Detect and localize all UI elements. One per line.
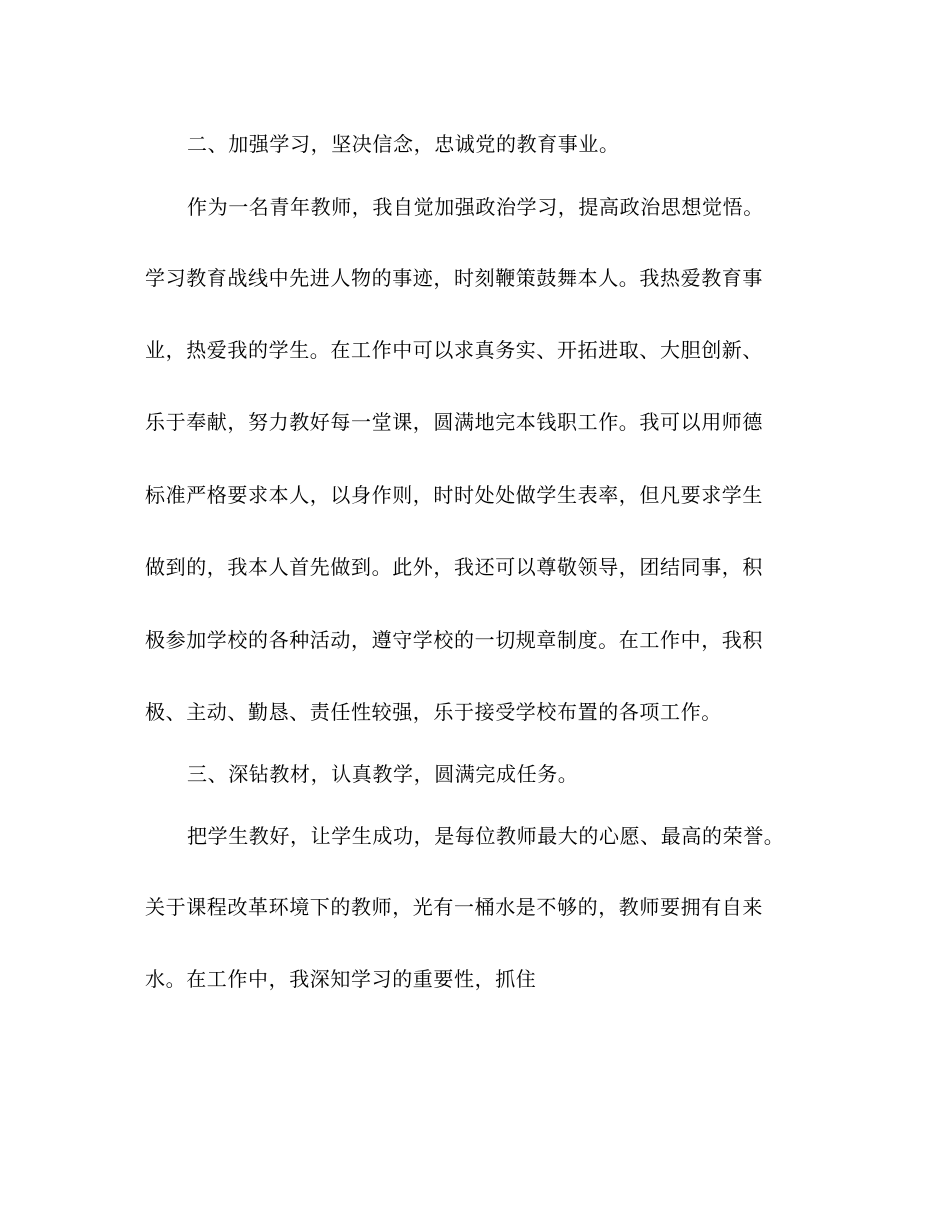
paragraph-line: 作为一名青年教师，我自觉加强政治学习，提高政治思想觉悟。 <box>187 195 764 219</box>
paragraph-line: 业，热爱我的学生。在工作中可以求真务实、开拓进取、大胆创新、 <box>145 338 763 362</box>
paragraph-line: 学习教育战线中先进人物的事迹，时刻鞭策鼓舞本人。我热爱教育事 <box>145 266 763 290</box>
paragraph-line: 水。在工作中，我深知学习的重要性，抓住 <box>145 967 537 991</box>
paragraph-line: 极参加学校的各种活动，遵守学校的一切规章制度。在工作中，我积 <box>145 628 763 652</box>
paragraph-line: 关于课程改革环境下的教师，光有一桶水是不够的，教师要拥有自来 <box>145 895 763 919</box>
paragraph-line: 标准严格要求本人，以身作则，时时处处做学生表率，但凡要求学生 <box>145 483 763 507</box>
paragraph-line: 做到的，我本人首先做到。此外，我还可以尊敬领导，团结同事，积 <box>145 555 763 579</box>
section-heading-3: 三、深钻教材，认真教学，圆满完成任务。 <box>187 762 579 786</box>
paragraph-line: 把学生教好，让学生成功，是每位教师最大的心愿、最高的荣誉。 <box>187 824 785 848</box>
paragraph-line: 乐于奉献，努力教好每一堂课，圆满地完本钱职工作。我可以用师德 <box>145 410 763 434</box>
section-heading-2: 二、加强学习，坚决信念，忠诚党的教育事业。 <box>187 132 620 156</box>
paragraph-line: 极、主动、勤恳、责任性较强，乐于接受学校布置的各项工作。 <box>145 700 722 724</box>
